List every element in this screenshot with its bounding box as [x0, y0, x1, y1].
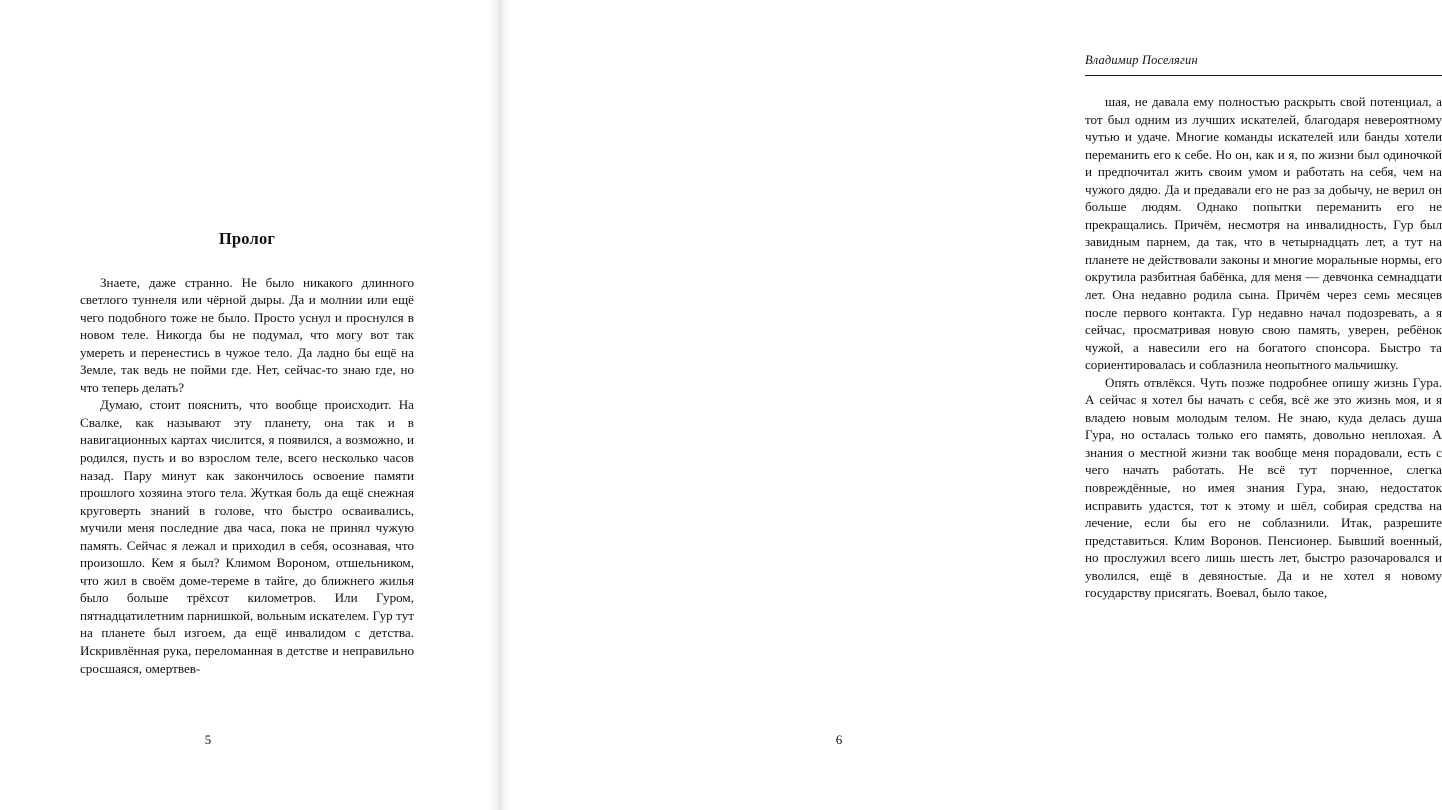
page-number-left: 5 [204, 732, 212, 747]
page-right [500, 0, 1442, 810]
page-left-textblock [80, 230, 414, 677]
chapter-title: Пролог [218, 229, 276, 248]
page-right-textblock [1085, 93, 1442, 602]
running-head: Владимир Поселягин [1085, 53, 1198, 67]
page-left [0, 0, 500, 810]
paragraph: Думаю, стоит пояснить, что вообще происходит. На Свалке, как называют эту планету, она так и в навигационных картах числится, я появился, а возможно, и родился, пусть и во взрослом теле, всего несколько часов назад. Пару минут как закончилось освоение памяти прошлого хозяина этого тела. Жуткая боль да ещё снежная круговерть знаний в голове, что быстро осваивались, мучили меня последние два часа, пока не принял чужую память. Сейчас я лежал и приходил в себя, осознавая, что произошло. Кем я был? Климом Вороном, отшельником, что жил в своём доме-тереме в тайге, до ближнего жилья было больше трёхсот километров. Или Гуром, пятнадцатилетним парнишкой, вольным искателем. Гур тут на планете был изгоем, да ещё инвалидом с детства. Искривлённая рука, переломанная в детстве и неправильно сросшаяся, омертвев- [80, 397, 414, 676]
paragraph: шая, не давала ему полностью раскрыть свой потенциал, а тот был одним из лучших искателей, благодаря невероятному чутью и удаче. Многие команды искателей или банды хотели переманить его к себе. Но он, как и я, по жизни был одиночкой и предпочитал жить своим умом и работать на себя, чем на чужого дядю. Да и предавали его не раз за добычу, не верил он больше людям. Однако попытки переманить его не прекращались. Причём, несмотря на инвалидность, Гур был завидным парнем, да так, что в четырнадцать лет, а тут на планете не действовали законы и многие моральные нормы, его окрутила разбитная бабёнка, для меня — девчонка семнадцати лет. Она недавно родила сына. Причём через семь месяцев после первого контакта. Гур недавно начал подозревать, а я сейчас, просматривая новую свою память, уверен, ребёнок чужой, а навесили его на богатого спонсора. Быстро та сориентировалась и соблазнила неопытного мальчишку. [1085, 94, 1442, 373]
header-rule [1085, 75, 1442, 76]
paragraph: Знаете, даже странно. Не было никакого длинного светлого туннеля или чёрной дыры. Да и молнии или ещё чего подобного тоже не было. Просто уснул и проснулся в новом теле. Никогда бы не подумал, что могу вот так умереть и перенестись в чужое тело. Да ладно бы ещё на Земле, так ведь не пойми где. Нет, сейчас-то знаю где, но что теперь делать? [80, 274, 414, 395]
paragraph: Опять отвлёкся. Чуть позже подробнее опишу жизнь Гура. А сейчас я хотел бы начать с себя, всё же это жизнь моя, и я владею новым молодым телом. Не знаю, куда делась душа Гура, но осталась только его память, довольно неплохая. А знания о местной жизни так вообще меня порадовали, есть с чего начать работать. Не всё тут порченное, слегка повреждённые, но имея знания Гура, знаю, недостаток исправить удастся, тот к этому и шёл, собирая средства на лечение, если бы его не соблазнили. Итак, разрешите представиться. Клим Воронов. Пенсионер. Бывший военный, но прослужил всего лишь шесть лет, быстро разочаровался и уволился, ещё в девяностые. Да и не хотел я новому государству присягать. Воевал, было такое, [1085, 374, 1442, 601]
page-number-right: 6 [835, 732, 843, 747]
